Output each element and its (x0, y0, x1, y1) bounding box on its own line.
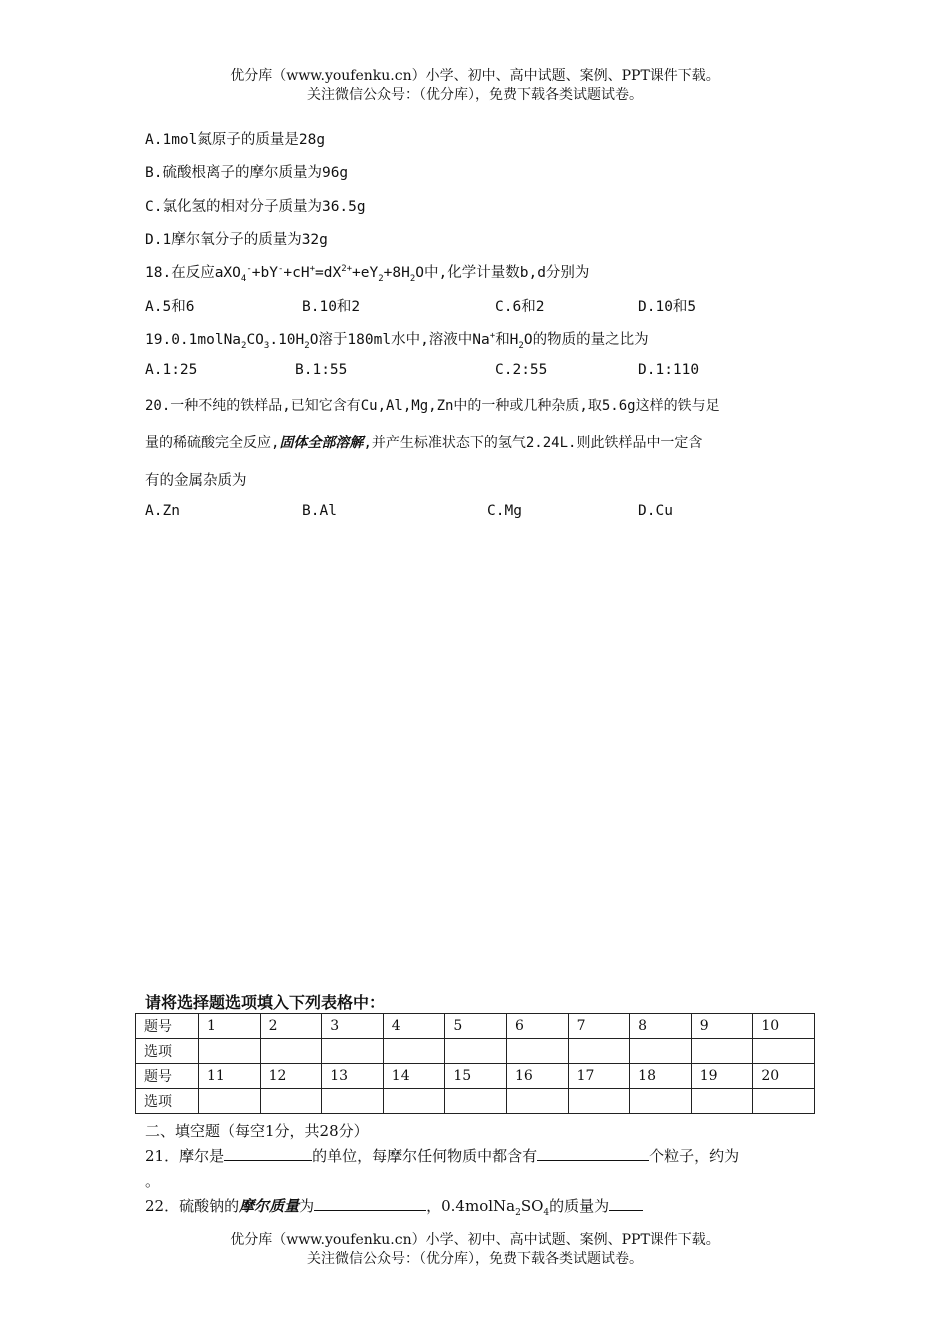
answer-cell[interactable] (568, 1039, 630, 1064)
answer-cell[interactable] (260, 1089, 322, 1114)
table-cell: 5 (445, 1014, 507, 1039)
answer-cell[interactable] (322, 1039, 384, 1064)
q17-option-a: A.1mol氮原子的质量是28g (145, 132, 326, 148)
q22-blank-2[interactable] (609, 1196, 643, 1211)
row-label: 题号 (136, 1014, 199, 1039)
q20-line-1: 20.一种不纯的铁样品,已知它含有Cu,Al,Mg,Zn中的一种或几种杂质,取5.6g这样的铁与足 (145, 398, 720, 414)
q17-option-b: B.硫酸根离子的摩尔质量为96g (145, 165, 349, 181)
table-cell: 12 (260, 1064, 322, 1089)
q20-option-b: B.Al (302, 503, 337, 519)
answer-cell[interactable] (445, 1039, 507, 1064)
q18-option-c: C.6和2 (495, 299, 545, 315)
table-cell: 17 (568, 1064, 630, 1089)
answer-cell[interactable] (199, 1039, 261, 1064)
answer-cell[interactable] (753, 1089, 815, 1114)
q18-option-d: D.10和5 (638, 299, 697, 315)
table-cell: 3 (322, 1014, 384, 1039)
q20-option-d: D.Cu (638, 503, 673, 519)
table-cell: 9 (691, 1014, 753, 1039)
table-row-questions-2 (136, 1064, 815, 1089)
q19-option-d: D.1:110 (638, 362, 700, 378)
row-label: 选项 (136, 1089, 199, 1114)
table-cell: 14 (383, 1064, 445, 1089)
footer-line-2: 关注微信公众号：（优分库），免费下载各类试题试卷。 (307, 1251, 643, 1267)
answer-cell[interactable] (506, 1039, 568, 1064)
q17-option-c: C.氯化氢的相对分子质量为36.5g (145, 199, 366, 215)
table-cell: 1 (199, 1014, 261, 1039)
q19-stem: $19.0.1molNa_2CO_3.10H_2O$溶于180ml水中,溶液中Na+和$H_2O$的物质的量之比为 (145, 331, 649, 351)
q22-emphasis: 摩尔质量 (239, 1197, 300, 1215)
answer-table (135, 1013, 815, 1114)
table-cell: 13 (322, 1064, 384, 1089)
answer-cell[interactable] (691, 1039, 753, 1064)
table-cell: 7 (568, 1014, 630, 1039)
table-cell: 18 (630, 1064, 692, 1089)
q19-option-a: A.1:25 (145, 362, 198, 378)
table-cell: 11 (199, 1064, 261, 1089)
table-cell: 4 (383, 1014, 445, 1039)
q22-stem: 22．硫酸钠的摩尔质量为 ，$0.4molNa_2SO_4$的质量为 (145, 1195, 643, 1218)
q18-stem: 18.在反应$aXO_4^-+bY^-+cH^+=dX^{2+}+eY_2+8H_2O$中,化学计量数b,d分别为 (145, 264, 590, 284)
table-cell: 8 (630, 1014, 692, 1039)
row-label: 选项 (136, 1039, 199, 1064)
q20-emphasis: 固体全部溶解 (279, 435, 364, 451)
table-cell: 10 (753, 1014, 815, 1039)
answer-cell[interactable] (691, 1089, 753, 1114)
answer-cell[interactable] (260, 1039, 322, 1064)
answer-cell[interactable] (199, 1089, 261, 1114)
q18-option-a: A.5和6 (145, 299, 195, 315)
q21-end: 。 (145, 1172, 161, 1190)
q17-option-d: D.1摩尔氧分子的质量为32g (145, 232, 328, 248)
q20-option-a: A.Zn (145, 503, 180, 519)
q20-line-2: 量的稀硫酸完全反应,固体全部溶解,并产生标准状态下的氢气2.24L.则此铁样品中一定含 (145, 435, 703, 451)
footer-line-1: 优分库（www.youfenku.cn）小学、初中、高中试题、案例、PPT课件下载。 (230, 1232, 720, 1248)
answer-table-title: 请将选择题选项填入下列表格中： (145, 993, 386, 1012)
answer-cell[interactable] (322, 1089, 384, 1114)
answer-cell[interactable] (630, 1089, 692, 1114)
q18-option-b: B.10和2 (302, 299, 361, 315)
q21-blank-2[interactable] (537, 1146, 649, 1161)
answer-cell[interactable] (383, 1039, 445, 1064)
answer-cell[interactable] (445, 1089, 507, 1114)
answer-cell[interactable] (506, 1089, 568, 1114)
section2-title: 二、填空题（每空1分，共28分） (145, 1122, 369, 1140)
q20-option-c: C.Mg (487, 503, 522, 519)
row-label: 题号 (136, 1064, 199, 1089)
header-line-2: 关注微信公众号：（优分库），免费下载各类试题试卷。 (307, 87, 643, 103)
q19-option-c: C.2:55 (495, 362, 548, 378)
answer-cell[interactable] (630, 1039, 692, 1064)
answer-cell[interactable] (753, 1039, 815, 1064)
table-cell: 2 (260, 1014, 322, 1039)
q19-option-b: B.1:55 (295, 362, 348, 378)
table-cell: 15 (445, 1064, 507, 1089)
table-cell: 20 (753, 1064, 815, 1089)
q20-line-3: 有的金属杂质为 (145, 473, 247, 489)
table-row-answers-2 (136, 1089, 815, 1114)
q21-stem: 21．摩尔是 的单位，每摩尔任何物质中都含有 个粒子，约为 (145, 1147, 740, 1165)
answer-cell[interactable] (568, 1089, 630, 1114)
table-cell: 6 (506, 1014, 568, 1039)
table-cell: 19 (691, 1064, 753, 1089)
q22-blank-1[interactable] (314, 1196, 426, 1211)
table-row-questions-1 (136, 1014, 815, 1039)
header-line-1: 优分库（www.youfenku.cn）小学、初中、高中试题、案例、PPT课件下载。 (230, 68, 720, 84)
q21-blank-1[interactable] (224, 1146, 312, 1161)
table-row-answers-1 (136, 1039, 815, 1064)
table-cell: 16 (506, 1064, 568, 1089)
answer-cell[interactable] (383, 1089, 445, 1114)
